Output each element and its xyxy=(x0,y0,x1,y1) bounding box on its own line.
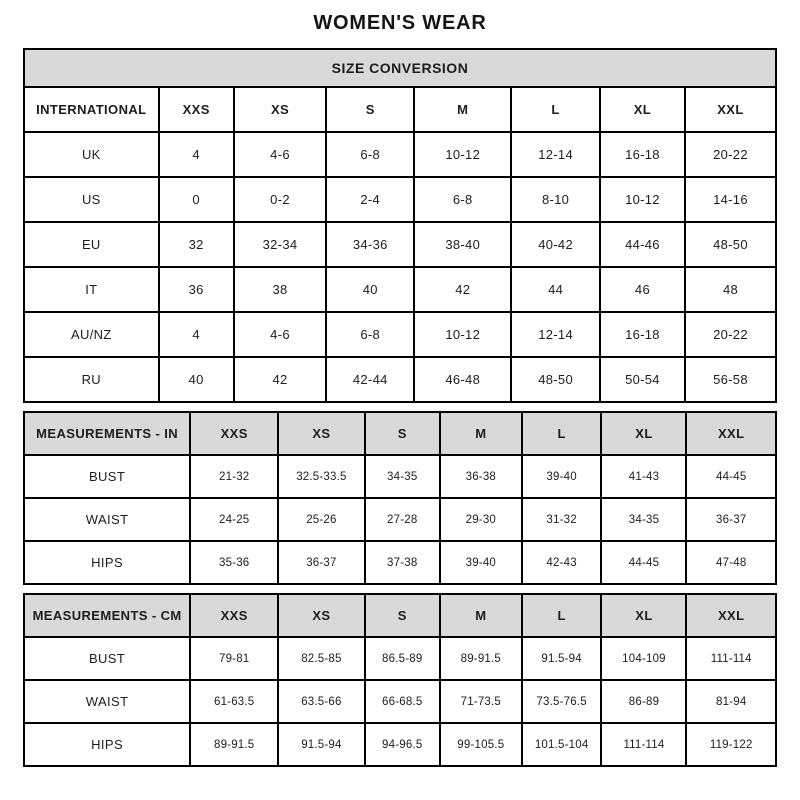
cell-value: 34-35 xyxy=(365,455,440,498)
cell-value: 16-18 xyxy=(600,132,685,177)
cell-value: 94-96.5 xyxy=(365,723,440,766)
column-header: XXS xyxy=(159,87,234,132)
cell-value: 2-4 xyxy=(326,177,414,222)
cell-value: 12-14 xyxy=(511,312,600,357)
column-header: L xyxy=(511,87,600,132)
row-label: WAIST xyxy=(24,498,190,541)
cell-value: 44-46 xyxy=(600,222,685,267)
cell-value: 6-8 xyxy=(326,312,414,357)
cell-value: 0 xyxy=(159,177,234,222)
cell-value: 119-122 xyxy=(686,723,776,766)
cell-value: 79-81 xyxy=(190,637,278,680)
cell-value: 61-63.5 xyxy=(190,680,278,723)
column-header: MEASUREMENTS - IN xyxy=(24,412,190,455)
cell-value: 27-28 xyxy=(365,498,440,541)
cell-value: 8-10 xyxy=(511,177,600,222)
cell-value: 48 xyxy=(685,267,776,312)
table-row xyxy=(24,132,776,177)
cell-value: 89-91.5 xyxy=(440,637,522,680)
cell-value: 73.5-76.5 xyxy=(522,680,602,723)
column-header: S xyxy=(365,412,440,455)
cell-value: 111-114 xyxy=(601,723,686,766)
cell-value: 34-36 xyxy=(326,222,414,267)
cell-value: 63.5-66 xyxy=(278,680,364,723)
cell-value: 10-12 xyxy=(600,177,685,222)
measurements-in-table xyxy=(23,411,777,585)
cell-value: 10-12 xyxy=(414,132,511,177)
cell-value: 42-43 xyxy=(522,541,602,584)
table-row xyxy=(24,312,776,357)
column-header: M xyxy=(414,87,511,132)
column-header: L xyxy=(522,594,602,637)
cell-value: 16-18 xyxy=(600,312,685,357)
cell-value: 4 xyxy=(159,312,234,357)
column-header: XS xyxy=(278,412,364,455)
cell-value: 42 xyxy=(414,267,511,312)
cell-value: 31-32 xyxy=(522,498,602,541)
cell-value: 40 xyxy=(159,357,234,402)
row-label: UK xyxy=(24,132,159,177)
cell-value: 21-32 xyxy=(190,455,278,498)
column-header: XXS xyxy=(190,594,278,637)
cell-value: 29-30 xyxy=(440,498,522,541)
column-header-row xyxy=(24,594,776,637)
cell-value: 20-22 xyxy=(685,132,776,177)
cell-value: 44-45 xyxy=(601,541,686,584)
row-label: RU xyxy=(24,357,159,402)
row-label: HIPS xyxy=(24,723,190,766)
page-title: WOMEN'S WEAR xyxy=(313,12,487,34)
cell-value: 91.5-94 xyxy=(522,637,602,680)
table-row xyxy=(24,541,776,584)
cell-value: 36 xyxy=(159,267,234,312)
table-row xyxy=(24,498,776,541)
row-label: US xyxy=(24,177,159,222)
cell-value: 24-25 xyxy=(190,498,278,541)
row-label: IT xyxy=(24,267,159,312)
table-row xyxy=(24,723,776,766)
cell-value: 20-22 xyxy=(685,312,776,357)
cell-value: 71-73.5 xyxy=(440,680,522,723)
table-banner-row xyxy=(24,49,776,87)
cell-value: 86.5-89 xyxy=(365,637,440,680)
row-label: BUST xyxy=(24,455,190,498)
cell-value: 66-68.5 xyxy=(365,680,440,723)
cell-value: 47-48 xyxy=(686,541,776,584)
table-row xyxy=(24,680,776,723)
cell-value: 14-16 xyxy=(685,177,776,222)
cell-value: 36-37 xyxy=(278,541,364,584)
column-header: M xyxy=(440,594,522,637)
cell-value: 4-6 xyxy=(234,312,326,357)
table-row xyxy=(24,455,776,498)
column-header: XL xyxy=(601,594,686,637)
cell-value: 6-8 xyxy=(414,177,511,222)
measurements-cm-table xyxy=(23,593,777,767)
table-row xyxy=(24,357,776,402)
cell-value: 32 xyxy=(159,222,234,267)
column-header: INTERNATIONAL xyxy=(24,87,159,132)
cell-value: 38 xyxy=(234,267,326,312)
column-header: XXL xyxy=(685,87,776,132)
column-header: S xyxy=(365,594,440,637)
cell-value: 12-14 xyxy=(511,132,600,177)
table-banner: SIZE CONVERSION xyxy=(24,49,776,87)
column-header: MEASUREMENTS - CM xyxy=(24,594,190,637)
cell-value: 25-26 xyxy=(278,498,364,541)
cell-value: 37-38 xyxy=(365,541,440,584)
column-header: XXS xyxy=(190,412,278,455)
table-row xyxy=(24,177,776,222)
cell-value: 44 xyxy=(511,267,600,312)
column-header: XXL xyxy=(686,412,776,455)
cell-value: 10-12 xyxy=(414,312,511,357)
column-header: S xyxy=(326,87,414,132)
cell-value: 41-43 xyxy=(601,455,686,498)
row-label: AU/NZ xyxy=(24,312,159,357)
cell-value: 44-45 xyxy=(686,455,776,498)
cell-value: 39-40 xyxy=(440,541,522,584)
table-row xyxy=(24,222,776,267)
table-row xyxy=(24,267,776,312)
column-header: L xyxy=(522,412,602,455)
cell-value: 32.5-33.5 xyxy=(278,455,364,498)
cell-value: 104-109 xyxy=(601,637,686,680)
cell-value: 91.5-94 xyxy=(278,723,364,766)
cell-value: 0-2 xyxy=(234,177,326,222)
cell-value: 32-34 xyxy=(234,222,326,267)
row-label: EU xyxy=(24,222,159,267)
cell-value: 42 xyxy=(234,357,326,402)
column-header: XXL xyxy=(686,594,776,637)
cell-value: 38-40 xyxy=(414,222,511,267)
cell-value: 40 xyxy=(326,267,414,312)
column-header: XS xyxy=(234,87,326,132)
cell-value: 81-94 xyxy=(686,680,776,723)
cell-value: 36-38 xyxy=(440,455,522,498)
column-header-row xyxy=(24,412,776,455)
column-header: M xyxy=(440,412,522,455)
column-header-row xyxy=(24,87,776,132)
cell-value: 46 xyxy=(600,267,685,312)
cell-value: 89-91.5 xyxy=(190,723,278,766)
cell-value: 6-8 xyxy=(326,132,414,177)
cell-value: 46-48 xyxy=(414,357,511,402)
cell-value: 40-42 xyxy=(511,222,600,267)
cell-value: 35-36 xyxy=(190,541,278,584)
cell-value: 99-105.5 xyxy=(440,723,522,766)
column-header: XL xyxy=(601,412,686,455)
cell-value: 4 xyxy=(159,132,234,177)
cell-value: 86-89 xyxy=(601,680,686,723)
cell-value: 50-54 xyxy=(600,357,685,402)
column-header: XS xyxy=(278,594,364,637)
cell-value: 34-35 xyxy=(601,498,686,541)
cell-value: 48-50 xyxy=(685,222,776,267)
cell-value: 39-40 xyxy=(522,455,602,498)
row-label: BUST xyxy=(24,637,190,680)
size-chart-sheet xyxy=(23,0,777,767)
size-conversion-table xyxy=(23,48,777,403)
table-row xyxy=(24,637,776,680)
row-label: WAIST xyxy=(24,680,190,723)
cell-value: 82.5-85 xyxy=(278,637,364,680)
cell-value: 36-37 xyxy=(686,498,776,541)
cell-value: 48-50 xyxy=(511,357,600,402)
cell-value: 101.5-104 xyxy=(522,723,602,766)
cell-value: 4-6 xyxy=(234,132,326,177)
column-header: XL xyxy=(600,87,685,132)
cell-value: 42-44 xyxy=(326,357,414,402)
cell-value: 111-114 xyxy=(686,637,776,680)
cell-value: 56-58 xyxy=(685,357,776,402)
row-label: HIPS xyxy=(24,541,190,584)
